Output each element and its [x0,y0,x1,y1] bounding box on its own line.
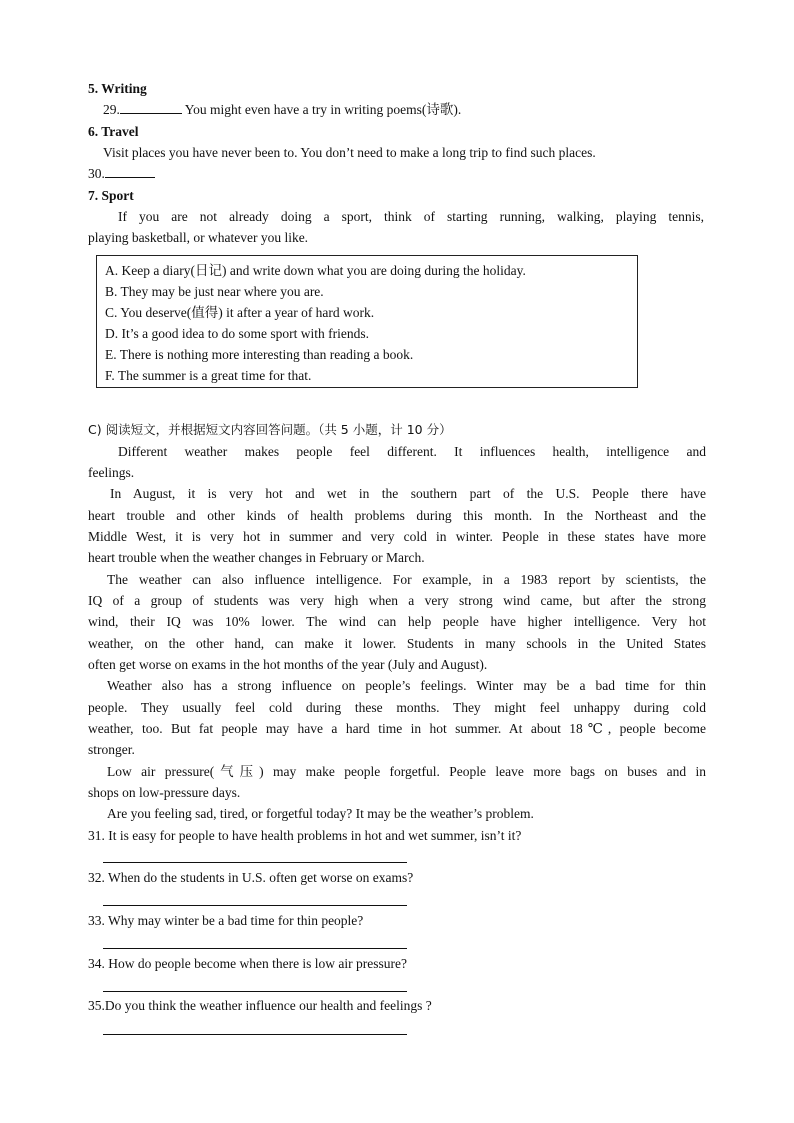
passage-line: feelings. [88,465,135,480]
question-34: 34. How do people become when there is low air pressure? [88,956,408,971]
passage-line: wind, their IQ was 10% lower. The wind can help people have higher intelligence. Very hot [88,614,706,629]
writing-text: You might even have a try in writing poems(诗歌). [181,102,462,117]
travel-blank-item [88,165,155,183]
answer-line-32[interactable] [103,905,407,906]
passage-line: Different weather makes people feel different. It influences health, intelligence and [118,444,706,459]
part-c-heading: C) 阅读短文，并根据短文内容回答问题。（共 5 小题，计 10 分） [88,422,452,437]
passage-line: The weather can also influence intelligence. For example, in a 1983 report by scientists, the [107,572,706,587]
question-33: 33. Why may winter be a bad time for thin people? [88,913,364,928]
question-32: 32. When do the students in U.S. often get worse on exams? [88,870,414,885]
option-b: B. They may be just near where you are. [105,284,324,299]
option-e: E. There is nothing more interesting than reading a book. [105,347,414,362]
passage-line: Weather also has a strong influence on people’s feelings. Winter may be a bad time for thin [107,678,706,693]
answer-blank-29[interactable] [120,101,182,114]
question-35: 35.Do you think the weather influence our health and feelings ? [88,998,432,1013]
sport-text-line-1: If you are not already doing a sport, think of starting running, walking, playing tennis, [118,209,704,224]
passage-line: weather, too. But fat people may have a hard time in hot summer. At about 18℃, people become [88,721,706,736]
option-c: C. You deserve(值得) it after a year of hard work. [105,305,375,320]
passage-line: shops on low-pressure days. [88,785,241,800]
passage-line: stronger. [88,742,135,757]
question-number: 30. [88,166,105,181]
answer-line-34[interactable] [103,991,407,992]
writing-item [103,101,461,119]
passage-line: people. They usually feel cold during these months. They might feel unhappy during cold [88,700,706,715]
option-d: D. It’s a good idea to do some sport with friends. [105,326,369,341]
passage-line: Middle West, it is very hot in summer and very cold in winter. People in these states have more [88,529,706,544]
passage-line: often get worse on exams in the hot months of the year (July and August). [88,657,488,672]
sport-text-line-2: playing basketball, or whatever you like. [88,230,309,245]
passage-line: In August, it is very hot and wet in the southern part of the U.S. People there have [110,486,706,501]
answer-line-33[interactable] [103,948,407,949]
option-a: A. Keep a diary(日记) and write down what you are doing during the holiday. [105,263,526,278]
passage-line: Are you feeling sad, tired, or forgetful today? It may be the weather’s problem. [107,806,534,821]
passage-line: heart trouble and other kinds of health problems during this month. In the Northeast and the [88,508,706,523]
answer-blank-30[interactable] [105,165,155,178]
options-box [96,255,638,388]
option-f: F. The summer is a great time for that. [105,368,312,383]
passage-line: heart trouble when the weather changes in February or March. [88,550,425,565]
section-heading-writing: 5. Writing [88,81,147,96]
passage-line: IQ of a group of students was very high when a very strong wind came, but after the strong [88,593,706,608]
question-number: 29. [103,102,120,117]
section-heading-travel: 6. Travel [88,124,139,139]
section-heading-sport: 7. Sport [88,188,134,203]
question-31: 31. It is easy for people to have health problems in hot and wet summer, isn’t it? [88,828,522,843]
passage-line: weather, on the other hand, can make it lower. Students in many schools in the United States [88,636,706,651]
passage-line: Low air pressure(气压) may make people forgetful. People leave more bags on buses and in [107,764,706,779]
travel-text: Visit places you have never been to. You don’t need to make a long trip to find such places. [103,145,596,160]
answer-line-35[interactable] [103,1034,407,1035]
answer-line-31[interactable] [103,862,407,863]
